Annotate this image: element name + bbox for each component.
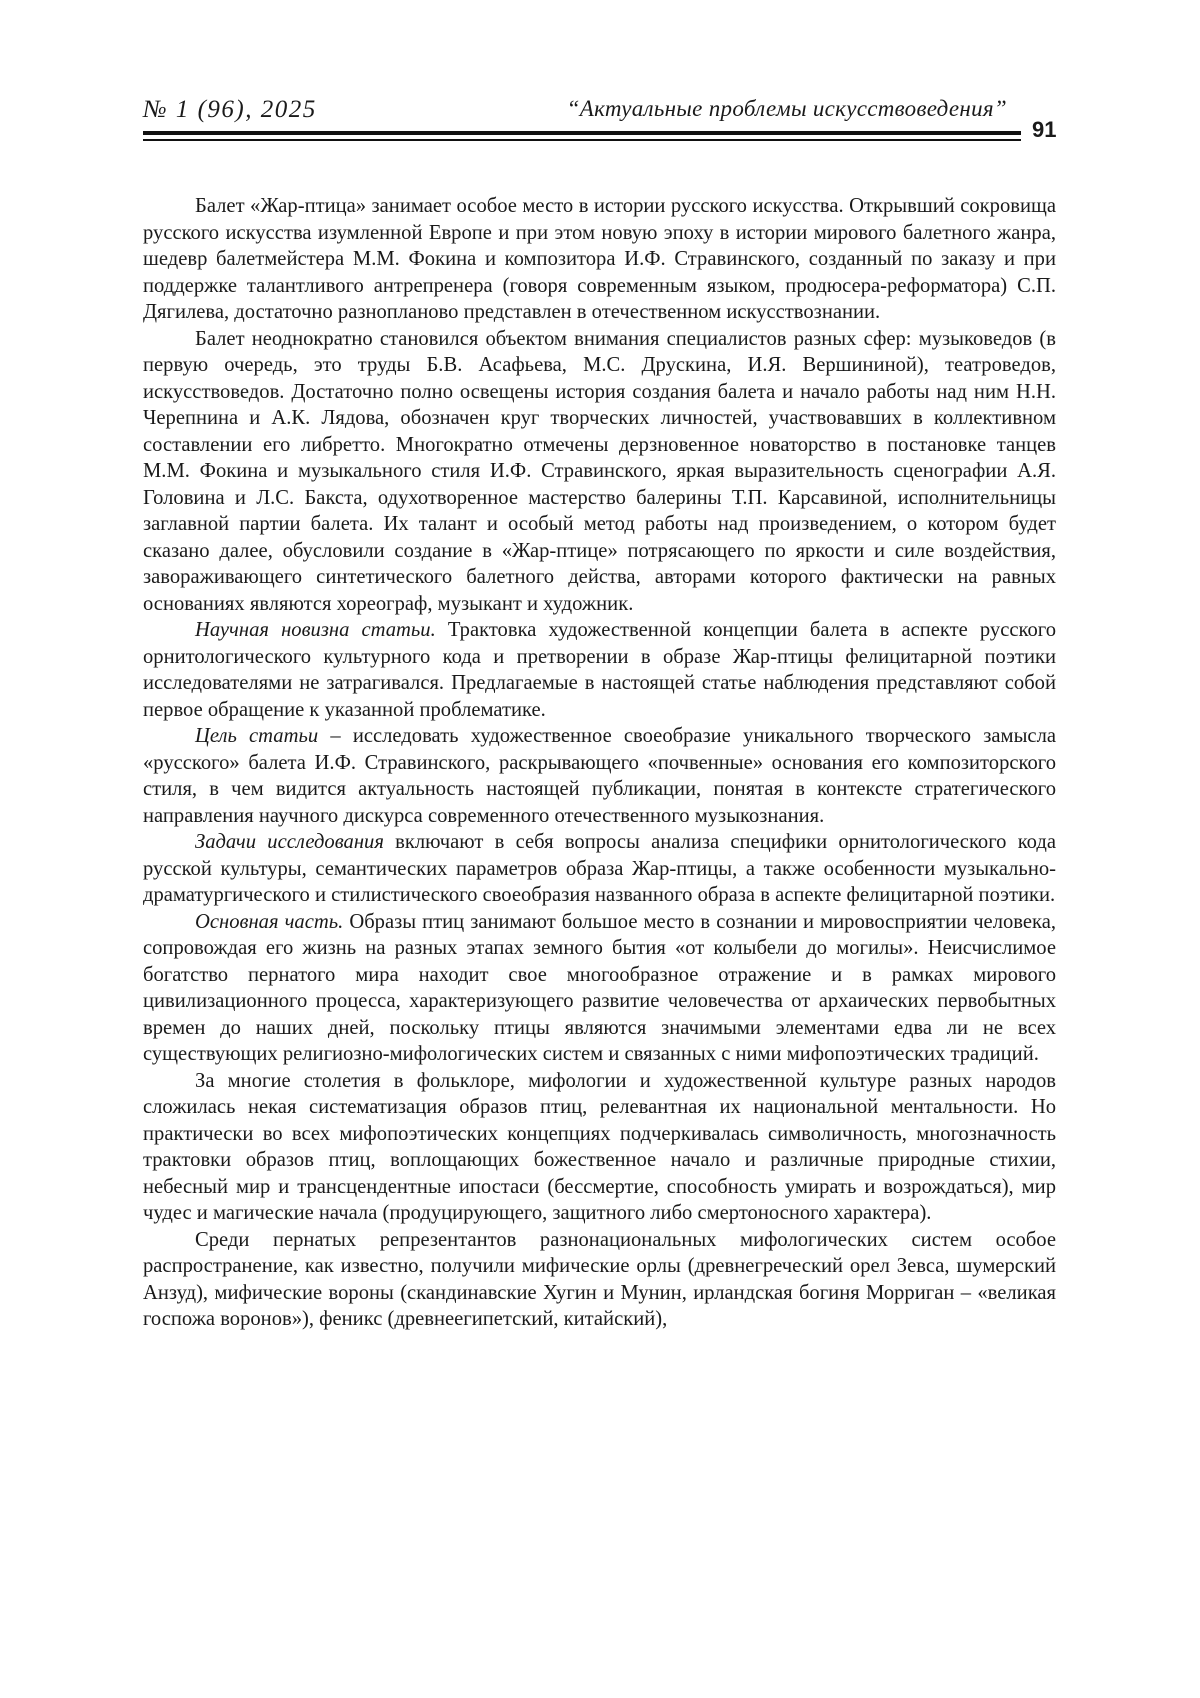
paragraph-article-goal (143, 723, 1056, 829)
paragraph-lead: Задачи исследования (195, 831, 384, 853)
journal-title: “Актуальные проблемы искусствоведения” (567, 96, 1007, 122)
paragraph-research-tasks (143, 829, 1056, 909)
paragraph-text: Балет неоднократно становился объектом внимания специалистов разных сфер: музыковедов (в первую очередь, это труды Б.В. Асафьева, М.С. Друскина, И.Я. Верши­ниной), театроведов, искусствоведов. Достаточно полно освещены история создания балета и начало работы над ним Н.Н. Черепнина и А.К. Лядова, обозначен круг творческих личностей, участвовавших в коллективном составлении его либретто. Многократно отмечены дерзновенное новаторство в постановке танцев М.М. Фокина и музыкального стиля И.Ф. Стравинского, яркая выразительность сценографии А.Я. Голо­вина и Л.С. Бакста, одухотворенное мастерство балерины Т.П. Карсавиной, исполнитель­ницы заглавной партии балета. Их талант и особый метод работы над произведением, о котором будет сказано далее, обусловили создание в «Жар-птице» потрясающего по яркости и силе воздействия, завораживающего синтетического балетного действа, авторами которого фактически на равных основаниях являются хореограф, музыкант и художник. (143, 328, 1056, 615)
paragraph (143, 1227, 1056, 1333)
paragraph-lead: Цель статьи (195, 725, 318, 747)
paragraph (143, 1068, 1056, 1227)
article-body (143, 193, 1056, 1333)
paragraph-scientific-novelty (143, 617, 1056, 723)
issue-number: № 1 (96), 2025 (143, 96, 317, 124)
paragraph (143, 326, 1056, 618)
paragraph-text: Балет «Жар-птица» занимает особое место в истории русского искусства. Открыв­ший сокровища русского искусства изумленной Европе и при этом новую эпоху в истории мирового балетного жанра, шедевр балетмейстера М.М. Фокина и композитора И.Ф. Стравинского, созданный по заказу и при поддержке талантливого антрепренера (говоря современным языком, продюсера-реформатора) С.П. Дягилева, достаточно разнопланово представлен в отечественном искусствознании. (143, 195, 1056, 323)
paragraph-lead: Основная часть. (195, 911, 343, 933)
header-rule-thin (143, 139, 1021, 141)
paragraph (143, 193, 1056, 326)
paragraph-text: Трактовка художественной концепции балета в аспекте русского орнитологического культурного кода и претворении в образе Жар-птицы фелицитарной поэтики исследователями не затрагивался. Предлагаемые в настоящей статье наблюдения представляют собой первое обращение к указанной проблематике. (143, 619, 1056, 721)
header-rule-thick (143, 131, 1021, 135)
paragraph-text: Среди пернатых репрезентантов разнонациональных мифологических систем особое распространение, как известно, получили мифические орлы (древнегреческий орел Зевса, шумерский Анзуд), мифические вороны (скандинавские Хугин и Мунин, ирландская богиня Морриган – «великая госпожа воронов»), феникс (древнеегипетский, китайский), (143, 1229, 1056, 1331)
journal-page (0, 0, 1200, 1698)
paragraph-text: – исследовать художественное своеобразие уникального творческого замысла «русского» балета И.Ф. Стравинского, раскрывающего «почвенные» основания его композиторского стиля, в чем видится актуальность настоящей публикации, понятая в контексте стратегического направления научного дискурса современного отечествен­ного музыкознания. (143, 725, 1056, 827)
page-number: 91 (1032, 117, 1056, 143)
paragraph-lead: Научная новизна статьи. (195, 619, 436, 641)
paragraph-main-part (143, 909, 1056, 1068)
paragraph-text: Образы птиц занимают большое место в сознании и миро­восприятии человека, сопровождая его жизнь на разных этапах земного бытия «от колыбели до могилы». Неисчислимое богатство пернатого мира находит свое много­образное отражение и в рамках мирового цивилизационного процесса, характеризующего развитие человечества от архаических первобытных времен до наших дней, поскольку птицы являются значимыми элементами едва ли не всех существующих религиозно-мифологических систем и связанных с ними мифопоэтических традиций. (143, 911, 1056, 1066)
paragraph-text: За многие столетия в фольклоре, мифологии и художественной культуре разных народов сложилась некая систематизация образов птиц, релевантная их национальной ментальности. Но практически во всех мифопоэтических концепциях подчеркивалась символичность, многозначность трактовки образов птиц, воплощающих божественное начало и различные природные стихии, небесный мир и трансцендентные ипостаси (бессмертие, способность умирать и возрождаться), мир чудес и магические начала (продуцирующего, защитного либо смертоносного характера). (143, 1070, 1056, 1225)
paragraph-text: включают в себя вопросы анализа специфики орнитоло­гического кода русской культуры, семантических параметров образа Жар-птицы, а также особенности музыкально-драматургического и стилистического своеобразия названного образа в аспекте фелицитарной поэтики. (143, 831, 1056, 906)
running-header (143, 96, 1063, 136)
